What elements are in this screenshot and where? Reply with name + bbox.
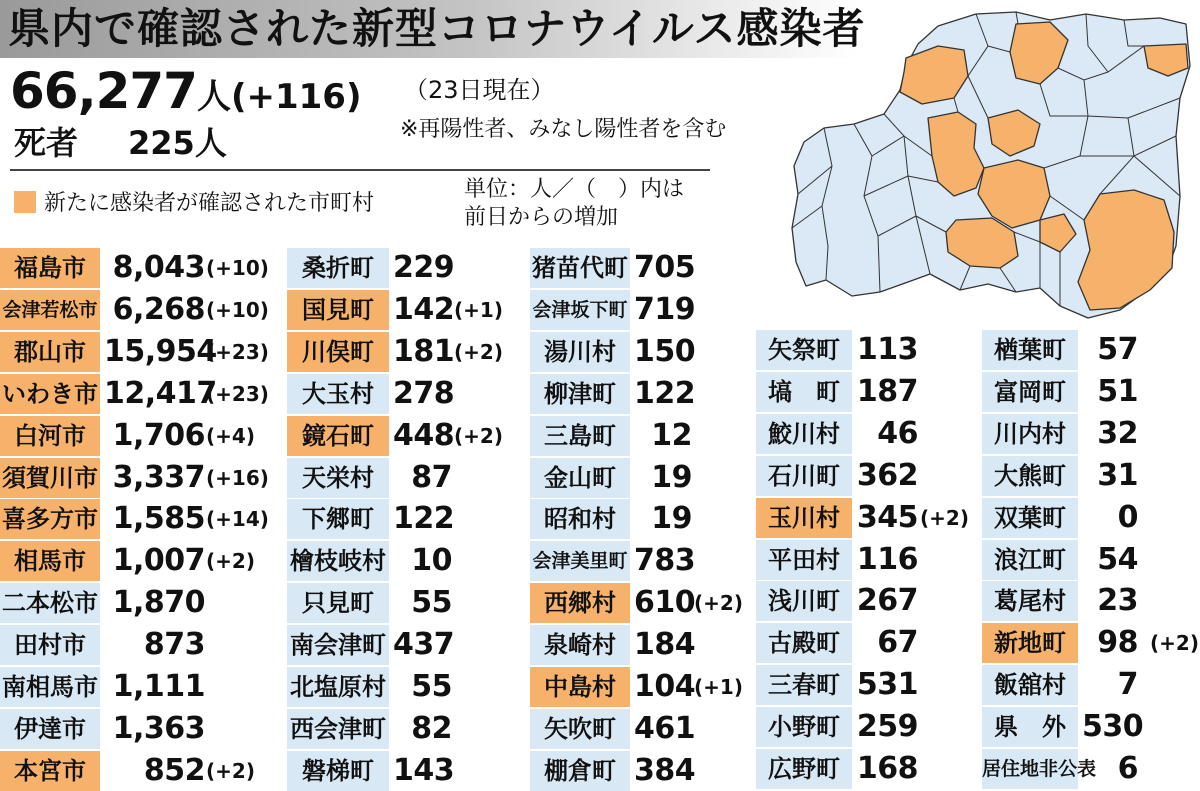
- municipality-name: 川俣町: [287, 332, 389, 372]
- case-count: 852: [143, 752, 205, 788]
- case-count: 116: [856, 541, 918, 577]
- case-count: 31: [1097, 457, 1138, 493]
- case-count: 705: [634, 250, 696, 285]
- case-count: 1,870: [112, 585, 205, 621]
- case-count: 719: [634, 291, 696, 327]
- case-count: 345: [856, 499, 918, 535]
- municipality-name: 大熊町: [982, 456, 1078, 496]
- municipality-row: [0, 581, 1200, 621]
- municipality-name: 郡山市: [0, 332, 100, 372]
- municipality-name: 葛尾村: [982, 581, 1078, 621]
- case-diff: (+10): [206, 297, 269, 322]
- municipality-row: [0, 540, 1200, 580]
- case-count: 187: [856, 373, 918, 409]
- case-count: 19: [651, 501, 692, 537]
- municipality-name: 飯舘村: [982, 665, 1078, 705]
- case-diff: (+16): [206, 465, 269, 490]
- case-diff: (+2): [1150, 631, 1199, 656]
- municipality-name: 鮫川村: [756, 414, 852, 454]
- municipality-row: [0, 749, 1200, 789]
- case-count: 82: [411, 710, 452, 746]
- municipality-name: 塙 町: [756, 372, 852, 412]
- municipality-name: 西郷村: [530, 583, 630, 623]
- case-count: 10: [411, 543, 452, 579]
- case-count: 873: [143, 627, 205, 663]
- municipality-name: 棚倉町: [530, 751, 630, 791]
- case-count: 113: [856, 332, 918, 367]
- legend-label: 新たに感染者が確認された市町村: [44, 191, 375, 216]
- municipality-name: 天栄村: [287, 458, 389, 498]
- municipality-name: 中島村: [530, 667, 630, 707]
- case-count: 23: [1097, 583, 1138, 619]
- case-count: 259: [856, 709, 918, 745]
- case-count: 6: [1117, 751, 1138, 786]
- case-count: 0: [1117, 499, 1138, 535]
- case-count: 1,585: [112, 501, 205, 537]
- municipality-name: 会津坂下町: [530, 290, 630, 330]
- case-count: 54: [1097, 541, 1138, 577]
- unit-note-line-1: 単位：人／（ ）内は: [464, 177, 685, 202]
- case-count: 362: [856, 457, 918, 493]
- municipality-name: 古殿町: [756, 623, 852, 663]
- municipality-name: 二本松市: [0, 583, 100, 623]
- municipality-row: [0, 414, 1200, 454]
- municipality-name: 檜枝岐村: [287, 541, 389, 581]
- municipality-name: 須賀川市: [0, 458, 100, 498]
- municipality-name: 湯川村: [530, 332, 630, 372]
- municipality-name: 矢祭町: [756, 330, 852, 370]
- case-count: 32: [1097, 415, 1138, 451]
- municipality-name: 昭和村: [530, 499, 630, 539]
- municipality-name: 泉崎村: [530, 625, 630, 665]
- case-count: 1,363: [112, 710, 205, 746]
- case-count: 67: [877, 625, 918, 661]
- municipality-name: 鏡石町: [287, 416, 389, 456]
- municipality-name: 矢吹町: [530, 709, 630, 749]
- municipality-name: 双葉町: [982, 498, 1078, 538]
- municipality-name: 石川町: [756, 456, 852, 496]
- municipality-name: 国見町: [287, 290, 389, 330]
- case-count: 437: [393, 627, 455, 663]
- case-count: 55: [411, 585, 452, 621]
- case-diff: (+2): [454, 423, 503, 448]
- case-count: 461: [634, 710, 696, 746]
- inclusion-note: ※再陽性者、みなし陽性者を含む: [400, 117, 727, 142]
- case-count: 610: [634, 585, 696, 621]
- case-count: 8,043: [112, 250, 205, 285]
- case-count: 267: [856, 583, 918, 619]
- case-count: 184: [634, 627, 696, 663]
- municipality-name: 南会津町: [287, 625, 389, 665]
- case-count: 531: [856, 667, 918, 703]
- case-count: 142: [393, 291, 455, 327]
- case-diff: (+23): [206, 339, 269, 364]
- case-count: 143: [393, 752, 455, 788]
- case-count: 122: [634, 375, 696, 411]
- municipality-name: 玉川村: [756, 498, 852, 538]
- case-count: 7: [1117, 667, 1138, 703]
- page-title: 県内で確認された新型コロナウイルス感染者: [8, 4, 866, 53]
- municipality-row: [0, 372, 1200, 412]
- municipality-name: 三春町: [756, 665, 852, 705]
- deaths-unit: 人: [194, 124, 227, 162]
- case-diff: (+2): [454, 339, 503, 364]
- case-count: 783: [634, 543, 696, 579]
- case-diff: (+10): [206, 256, 269, 280]
- municipality-name: 平田村: [756, 540, 852, 580]
- case-count: 87: [411, 459, 452, 495]
- municipality-name: 楢葉町: [982, 330, 1078, 370]
- case-diff: (+2): [694, 591, 743, 616]
- case-count: 1,706: [112, 417, 205, 453]
- municipality-name: いわき市: [0, 374, 100, 414]
- case-count: 3,337: [112, 459, 205, 495]
- case-count: 150: [634, 333, 696, 369]
- municipality-name: 居住地非公表: [982, 749, 1078, 789]
- deaths-label: 死者: [14, 124, 79, 162]
- municipality-name: 桑折町: [287, 248, 389, 288]
- total-cases: [10, 62, 362, 120]
- divider: [10, 169, 710, 171]
- municipality-name: 金山町: [530, 458, 630, 498]
- case-diff: (+14): [206, 507, 269, 532]
- municipality-name: 浪江町: [982, 540, 1078, 580]
- case-count: 12,417: [104, 375, 217, 411]
- case-count: 12: [651, 417, 692, 453]
- municipality-name: 県 外: [982, 707, 1078, 747]
- municipality-name: 福島市: [0, 248, 100, 288]
- case-count: 1,111: [112, 669, 205, 704]
- legend-swatch: [14, 191, 36, 213]
- case-diff: (+2): [206, 549, 255, 574]
- case-diff: (+1): [454, 297, 503, 322]
- municipality-name: 柳津町: [530, 374, 630, 414]
- case-diff: (+2): [920, 505, 969, 530]
- municipality-name: 会津美里町: [530, 541, 630, 581]
- case-count: 181: [393, 333, 455, 369]
- case-diff: (+1): [694, 675, 743, 699]
- municipality-name: 大玉村: [287, 374, 389, 414]
- legend: [14, 186, 374, 217]
- municipality-name: 富岡町: [982, 372, 1078, 412]
- municipality-name: 川内村: [982, 414, 1078, 454]
- title-bar: [0, 0, 866, 58]
- municipality-name: 西会津町: [287, 709, 389, 749]
- municipality-row: [0, 290, 1200, 330]
- municipality-name: 三島町: [530, 416, 630, 456]
- municipality-name: 下郷町: [287, 499, 389, 539]
- case-count: 1,007: [112, 543, 205, 579]
- municipality-name: 白河市: [0, 416, 100, 456]
- municipality-name: 喜多方市: [0, 499, 100, 539]
- case-count: 448: [393, 417, 455, 453]
- case-count: 57: [1097, 332, 1138, 367]
- municipality-name: 只見町: [287, 583, 389, 623]
- municipality-name: 猪苗代町: [530, 248, 630, 288]
- municipality-name: 新地町: [982, 623, 1078, 663]
- municipality-name: 浅川町: [756, 581, 852, 621]
- case-count: 6,268: [112, 291, 205, 327]
- case-count: 278: [393, 375, 455, 411]
- case-count: 229: [393, 250, 455, 285]
- municipality-name: 会津若松市: [0, 290, 100, 330]
- deaths: [14, 118, 227, 164]
- municipality-name: 南相馬市: [0, 667, 100, 707]
- case-count: 46: [877, 415, 918, 451]
- municipality-row: [0, 330, 1200, 370]
- case-count: 168: [856, 751, 918, 786]
- case-count: 122: [393, 501, 455, 537]
- unit-note-line-2: 前日からの増加: [464, 205, 619, 230]
- municipality-row: [0, 707, 1200, 747]
- unit-note: [464, 176, 684, 232]
- municipality-name: 田村市: [0, 625, 100, 665]
- total-unit: 人: [196, 77, 231, 117]
- total-diff: (+116): [230, 77, 362, 117]
- total-count: 66,277: [10, 62, 197, 120]
- case-diff: (+23): [206, 381, 269, 406]
- case-count: 384: [634, 752, 696, 788]
- municipality-row: [0, 248, 1200, 288]
- date-note: （23日現在）: [404, 76, 555, 104]
- case-count: 530: [1082, 709, 1144, 745]
- municipality-name: 磐梯町: [287, 751, 389, 791]
- municipality-name: 伊達市: [0, 709, 100, 749]
- deaths-count: 225: [128, 124, 195, 162]
- municipality-row: [0, 498, 1200, 538]
- municipality-row: [0, 456, 1200, 496]
- case-count: 104: [634, 669, 696, 704]
- case-diff: (+2): [206, 758, 255, 783]
- case-count: 55: [411, 669, 452, 704]
- municipality-name: 広野町: [756, 749, 852, 789]
- municipality-row: [0, 665, 1200, 705]
- case-diff: (+4): [206, 423, 255, 448]
- municipality-name: 小野町: [756, 707, 852, 747]
- case-count: 51: [1097, 373, 1138, 409]
- municipality-row: [0, 623, 1200, 663]
- case-count: 98: [1097, 625, 1138, 661]
- municipality-name: 北塩原村: [287, 667, 389, 707]
- municipality-name: 本宮市: [0, 751, 100, 791]
- case-count: 15,954: [104, 333, 217, 369]
- municipality-name: 相馬市: [0, 541, 100, 581]
- case-count: 19: [651, 459, 692, 495]
